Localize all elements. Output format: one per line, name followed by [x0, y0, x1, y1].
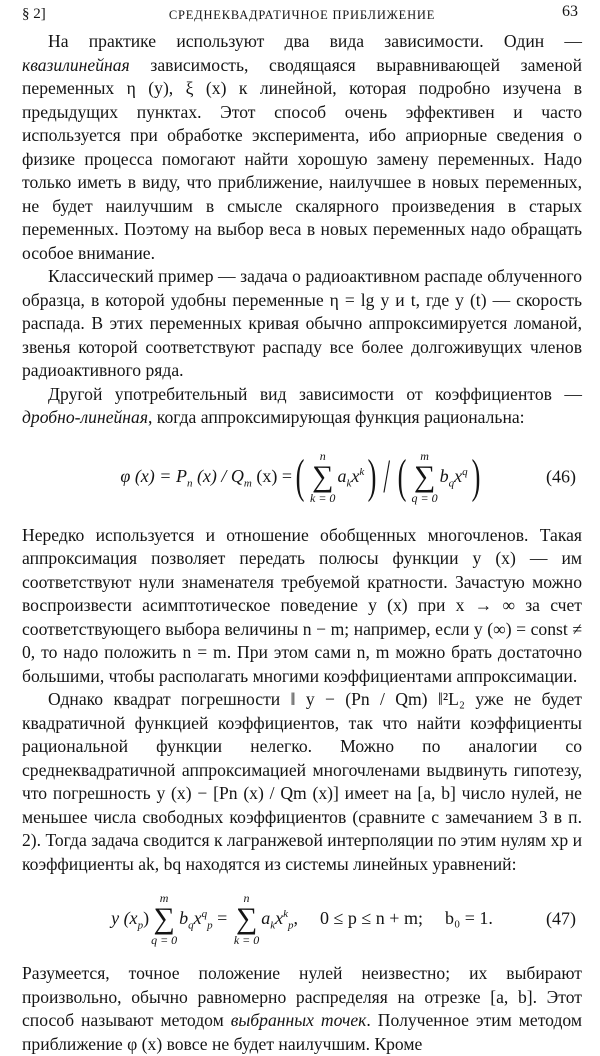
sum-numerator: n ∑ k = 0 [310, 448, 336, 505]
eq47-lhs: y $(x_p)$ [111, 908, 150, 932]
denominator-term: $b_qx^q$ [439, 465, 468, 490]
left-paren-2: ( [397, 449, 406, 503]
running-header [22, 0, 582, 30]
division-slash: / [383, 449, 391, 503]
paragraph-5: Однако квадрат погрешности ‖ y − (Pn / Qm) ‖²L₂ уже не будет квадратичной функцией коэффициентов, так что найти коэффициенты рациональной функции нелегко. Можно по аналогии со среднеквадратичной аппроксимацией многочленами выдвинуть гипотезу, что погрешность y (x) − [Pn (x) / Qm (x)] имеет на [a, b] число нулей, не меньшее числа свободных коэффициентов (сравните с замечанием 3 в п. 2). Тогда задача сводится к лагранжевой интерполяции по этим нулям xp и коэффициенты ak, bq находятся из системы линейных уравнений: [22, 689, 582, 874]
paragraph-4: Нередко используется и отношение обобщенных многочленов. Такая аппроксимация позволяет передать полюсы функции y (x) — им соответствуют нули знаменателя требуемой кратности. Зачастую можно воспроизвести асимптотическое поведение y (x) при x → ∞ за счет соответствующего выбора величины n − m; например, если y (∞) = const ≠ 0, то надо положить n = m. При этом сами n, m можно брать достаточно большими, чтобы располагать многими коэффициентами аппроксимации. [22, 524, 582, 686]
running-title: СРЕДНЕКВАДРАТИЧНОЕ ПРИБЛИЖЕНИЕ [168, 8, 436, 22]
right-term: $a_kx^k_p$, [261, 908, 299, 932]
equation-46 [22, 430, 582, 524]
sum-denominator: m ∑ q = 0 [411, 448, 438, 505]
section-marker: § 2] [22, 6, 46, 22]
sum-right: n ∑ k = 0 [233, 891, 260, 947]
equation-47: y $(x_p)$ m ∑ q = 0 $b_qx^q_p$ = n ∑ k = 0 $a_kx^k_p$, 0 ≤ p ≤ n + m; b₀ = 1. (47) [111, 891, 576, 947]
equation-number-47: (47) [546, 908, 576, 929]
paragraph-1: На практике используют два вида зависимости. Один — квазилинейная зависимость, сводящаяся выравнивающей заменой переменных η (y), ξ (x) к линейной, которая подробно изучена в предыдущих пунктах. Этот способ очень эффективен и часто используется при обработке эксперимента, ибо априорные сведения о физике процесса помогают найти хорошую замену переменных. Надо только иметь в виду, что приближение, наилучшее в новых переменных, не будет наилучшим в смысле скалярного произведения в старых переменных. Поэтому на выбор веса в новых переменных надо обращать особое внимание. [22, 31, 582, 263]
paragraph-3: Другой употребительный вид зависимости от коэффициентов — дробно-линейная, когда аппроксимирующая функция рациональна: [22, 383, 582, 427]
term-selected-points: выбранных точек [230, 1010, 367, 1030]
numerator-term: $a_kx^k$ [337, 465, 365, 490]
eq46-lhs: φ $(x) = P_n$ $(x) / Q_m$ (x) = [120, 465, 293, 490]
right-paren-2: ) [471, 449, 481, 503]
left-paren: ( [295, 449, 305, 503]
page-number: 63 [562, 3, 578, 20]
page-body [22, 30, 582, 1056]
term-fractional-linear: дробно-линейная [22, 407, 148, 427]
sum-left: m ∑ q = 0 [151, 891, 178, 947]
eq47-condition: 0 ≤ p ≤ n + m; [320, 908, 423, 929]
term-quasilinear: квазилинейная [22, 54, 130, 75]
right-paren: ) [367, 449, 377, 503]
paragraph-2: Классический пример — задача о радиоактивном распаде облученного образца, в которой удобны переменные η = lg y и t, где y (t) — скорость распада. В этих переменных кривая обычно аппроксимируется ломаной, звенья которой соответствуют распаду все более долгоживущих членов радиоактивного ряда. [22, 266, 582, 380]
left-term: $b_qx^q_p$ [179, 908, 213, 932]
eq47-b0: b₀ = 1. [444, 908, 493, 929]
equation-number-46: (46) [546, 465, 576, 486]
paragraph-6: Разумеется, точное положение нулей неизвестно; их выбирают произвольно, обычно равномерно распределяя на отрезке [a, b]. Этот способ называют методом выбранных точек. Полученное этим методом приближение φ (x) вовсе не будет наилучшим. Кроме [22, 963, 582, 1054]
